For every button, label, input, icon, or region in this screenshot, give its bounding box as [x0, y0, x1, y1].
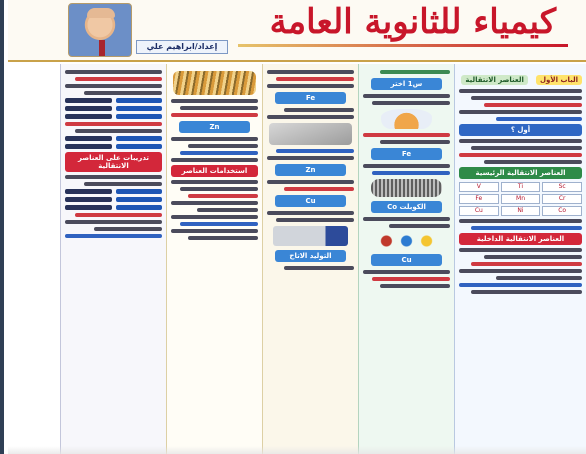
text-line [496, 117, 582, 121]
formula-line [116, 98, 163, 103]
molecule-image [373, 232, 440, 250]
coil-image [371, 179, 442, 197]
text-line [171, 113, 258, 117]
page-title: كيمياء للثانوية العامة [269, 2, 556, 42]
formula-line [65, 144, 112, 149]
text-line [180, 187, 258, 191]
section-ribbon: العناصر الانتقالية الرئيسية [459, 167, 582, 179]
flask-image [381, 109, 432, 129]
section-ribbon: العناصر الانتقالية الداخلية [459, 233, 582, 245]
text-line [459, 153, 582, 157]
formula-line [116, 205, 163, 210]
text-line [267, 211, 354, 215]
text-line [267, 70, 354, 74]
element-cell: Co [542, 206, 582, 216]
battery-image [273, 226, 348, 246]
column-exercises [60, 64, 166, 454]
text-line [267, 180, 354, 184]
formula-line [65, 106, 112, 111]
column-properties [166, 64, 262, 454]
text-line [484, 160, 582, 164]
text-line [372, 277, 450, 281]
element-cell: Mn [501, 194, 541, 204]
text-line [180, 106, 258, 110]
text-line [284, 266, 354, 270]
element-table [459, 182, 582, 216]
text-line [484, 255, 582, 259]
page-header [8, 0, 586, 62]
author-name: إعداد/ابراهيم علي [136, 40, 228, 54]
bottom-fade [8, 446, 586, 454]
text-line [276, 218, 354, 222]
label-box: Cu [371, 254, 442, 266]
formula-line [65, 98, 112, 103]
text-line [197, 208, 258, 212]
author-photo [68, 3, 132, 57]
element-cell: Sc [542, 182, 582, 192]
copper-wires-image [173, 71, 256, 95]
formula-line [116, 106, 163, 111]
text-line [171, 180, 258, 184]
formula-line [116, 144, 163, 149]
text-line [171, 229, 258, 233]
formula-line [65, 114, 112, 119]
label-box: Zn [179, 121, 250, 133]
text-line [380, 284, 450, 288]
column-uses [262, 64, 358, 454]
text-line [65, 175, 162, 179]
text-line [267, 156, 354, 160]
text-line [372, 101, 450, 105]
formula-line [65, 189, 112, 194]
formula-grid [65, 98, 162, 119]
text-line [84, 182, 162, 186]
label-box: Cu [275, 195, 346, 207]
label-box: Zn [275, 164, 346, 176]
section-ribbon: أول ؟ [459, 124, 582, 136]
text-line [363, 133, 450, 137]
column-applications [358, 64, 454, 454]
formula-line [65, 197, 112, 202]
text-line [65, 234, 162, 238]
formula-line [116, 136, 163, 141]
formula-line [116, 189, 163, 194]
author-hair [87, 8, 115, 18]
text-line [496, 276, 582, 280]
text-line [94, 227, 162, 231]
text-line [65, 220, 162, 224]
element-cell: V [459, 182, 499, 192]
text-line [75, 77, 162, 81]
element-cell: Cu [459, 206, 499, 216]
formula-line [116, 197, 163, 202]
text-line [471, 226, 582, 230]
text-line [276, 149, 354, 153]
text-line [380, 140, 450, 144]
text-line [267, 115, 354, 119]
text-line [171, 215, 258, 219]
text-line [484, 103, 582, 107]
formula-grid [65, 189, 162, 210]
text-line [65, 70, 162, 74]
text-line [171, 137, 258, 141]
section-head: العناصر الانتقالية [461, 75, 528, 85]
unit-tag: الباب الأول [536, 75, 582, 85]
text-line [380, 70, 450, 74]
title-underline [238, 44, 568, 47]
label-box: Fe [275, 92, 346, 104]
label-box: س1 اختر [371, 78, 442, 90]
text-line [75, 213, 162, 217]
text-line [188, 236, 258, 240]
text-line [284, 108, 354, 112]
text-line [276, 77, 354, 81]
text-line [459, 89, 582, 93]
text-line [284, 187, 354, 191]
section-ribbon: تدريبات على العناصر الانتقالية [65, 152, 162, 172]
element-cell: Ni [501, 206, 541, 216]
text-line [459, 110, 582, 114]
label-box: التوليد الاتاح [275, 250, 346, 262]
text-line [459, 283, 582, 287]
text-line [188, 194, 258, 198]
text-line [459, 248, 582, 252]
element-cell: Cr [542, 194, 582, 204]
formula-line [65, 136, 112, 141]
formula-grid [65, 136, 162, 149]
text-line [459, 269, 582, 273]
text-line [471, 96, 582, 100]
text-line [65, 122, 162, 126]
text-line [180, 222, 258, 226]
label-box: الكوبلت Co [371, 201, 442, 213]
text-line [363, 94, 450, 98]
text-line [188, 144, 258, 148]
text-line [65, 84, 162, 88]
text-line [372, 171, 450, 175]
text-line [267, 84, 354, 88]
text-line [459, 219, 582, 223]
author-tie [99, 40, 105, 56]
text-line [471, 146, 582, 150]
text-line [75, 129, 162, 133]
text-line [171, 201, 258, 205]
element-cell: Fe [459, 194, 499, 204]
text-line [459, 139, 582, 143]
label-box: Fe [371, 148, 442, 160]
lab-tools-image [269, 123, 352, 145]
text-line [471, 262, 582, 266]
text-line [180, 151, 258, 155]
text-line [363, 270, 450, 274]
text-line [363, 164, 450, 168]
text-line [389, 224, 450, 228]
text-line [171, 158, 258, 162]
text-line [363, 217, 450, 221]
text-line [471, 290, 582, 294]
formula-line [65, 205, 112, 210]
text-line [171, 99, 258, 103]
text-line [84, 91, 162, 95]
column-intro [454, 64, 586, 454]
element-cell: Ti [501, 182, 541, 192]
formula-line [116, 114, 163, 119]
section-ribbon: استخدامات العناصر [171, 165, 258, 177]
